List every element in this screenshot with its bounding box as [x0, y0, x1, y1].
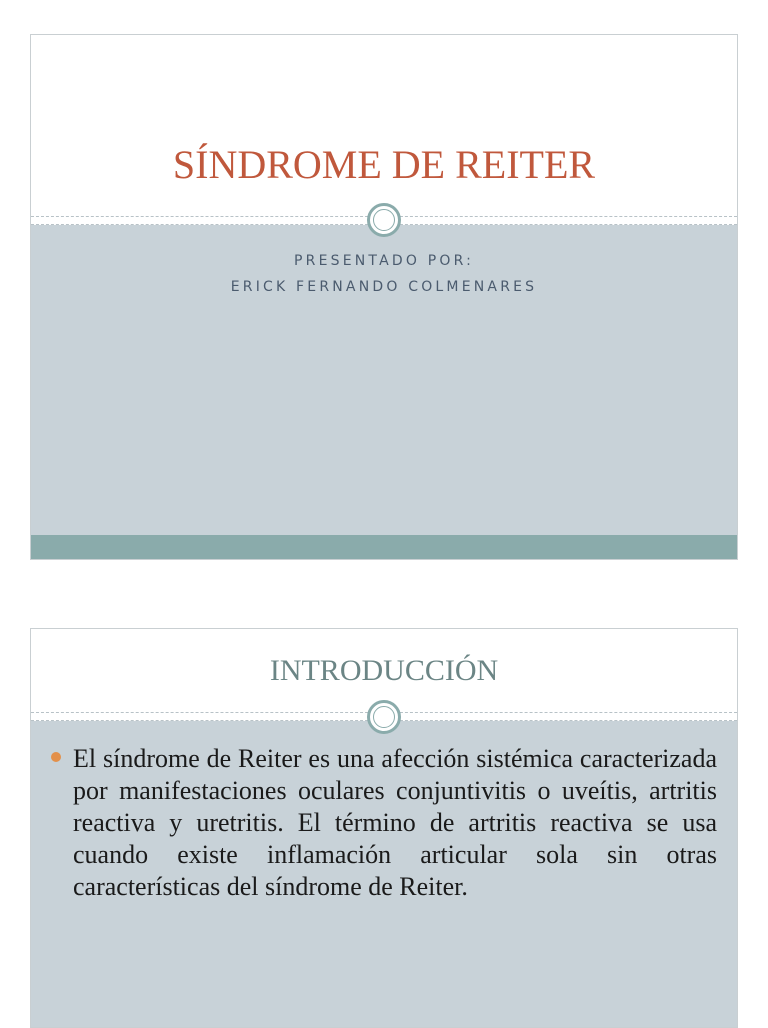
slide-introduction	[30, 628, 738, 1028]
footer-band	[31, 535, 737, 560]
circle-ornament-icon	[367, 700, 401, 734]
title-area	[31, 35, 737, 216]
title-area	[31, 629, 737, 711]
presenter-name: ERICK FERNANDO COLMENARES	[230, 279, 538, 295]
slide-title	[30, 34, 738, 560]
presentation-title: SÍNDROME DE REITER	[172, 142, 596, 187]
subtitle-area	[31, 225, 737, 535]
section-title: INTRODUCCIÓN	[269, 654, 499, 687]
bullet-text: El síndrome de Reiter es una afección sistémica caracterizada por manifestaciones oculares conjuntivitis o uveítis, artritis reactiva y uretritis. El término de artritis reactiva se usa cuando existe inflamación articular sola sin otras características del síndrome de Reiter.	[73, 744, 717, 901]
circle-ornament-icon	[367, 203, 401, 237]
presenter-label: PRESENTADO POR:	[294, 253, 474, 269]
bullet-dot-icon	[51, 752, 61, 762]
